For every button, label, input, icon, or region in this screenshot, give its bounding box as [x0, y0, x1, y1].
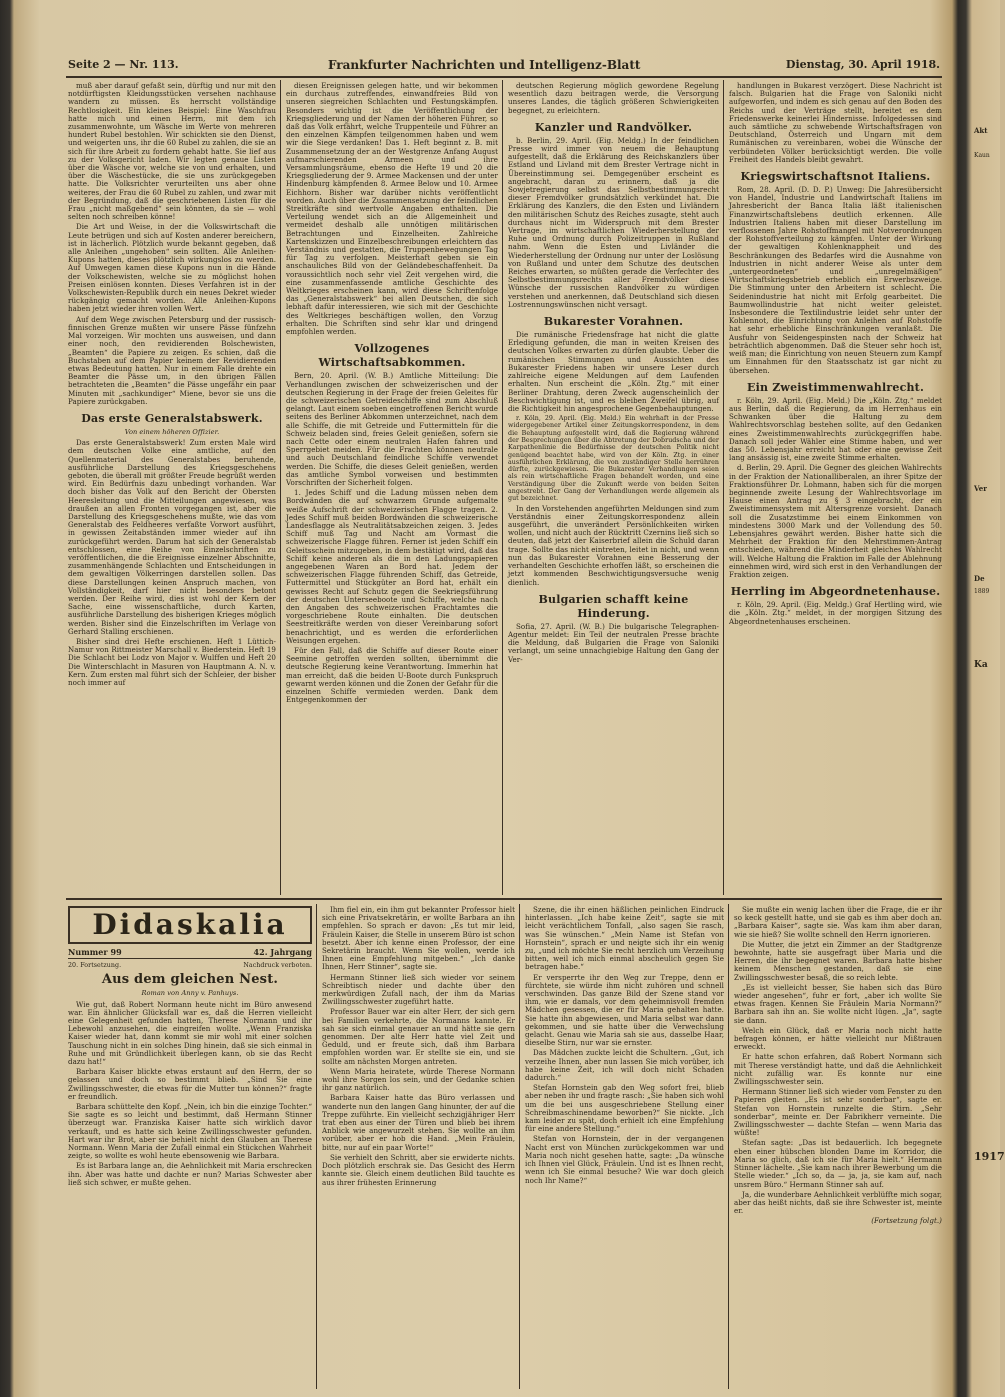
- novel-text: Stefan sagte: „Das ist bedauerlich. Ich begegnete eben einer hübschen blonden Dame im Korridor, die Maria so glich, daß ich sie für Maria hielt.“ Hermann Stinner lächelte. „Sie kam nach ihrer Bewerbung um die Stelle wieder.“ „Ich so, da — ja, ja, sie kam auf, nach unsrem Büro.“ Hermann Stinner sah auf.: [734, 1138, 942, 1189]
- novel-text: Barbara Kaiser hatte das Büro verlassen und wanderte nun den langen Gang hinunter, der auf die Treppe zuführte. Ein vielleicht sechzigjähriger Herr trat eben aus einer der Türen und blieb bei ihrem Anblick wie angewurzelt stehen. Sie wollte an ihm vorüber, aber er hob die Hand. „Mein Fräulein, bitte, nur auf ein paar Worte!“: [322, 1093, 515, 1152]
- didaskalia-column-3: [525, 906, 724, 1389]
- novel-text: Sie mußte ein wenig lachen über die Frage, die er ihr so keck gestellt hatte, und sie gab es ihm aber doch an. „Barbara Kaiser“, sagte sie. Was kam ihm aber daran, wie sie hieß? Sie wollte schnell den Herrn ignorieren.: [734, 905, 942, 939]
- reprint-notice: Nachdruck verboten.: [243, 962, 312, 970]
- novel-text: Ihm fiel ein, ein ihm gut bekannter Professor hielt sich eine Privatsekretärin, er wollte Barbara an ihn empfehlen. So sprach er davon: „Es tut mir leid, Fräulein Kaiser, die Stelle in unserem Büro ist schon besetzt. Aber ich kenne einen Professor, der eine Sekretärin braucht. Wenn Sie wollen, werde ich Ihnen eine Empfehlung mitgeben.“ „Ich danke Ihnen, Herr Stinner“, sagte sie.: [322, 905, 515, 972]
- article-text: Für den Fall, daß die Schiffe auf dieser Route einer Seemine getroffen werden sollten, übernimmt die deutsche Regierung keine Verantwortung. Immerhin hat man erreicht, daß die beiden U-Boote durch Funkspruch gewarnt werden können und die Zonen der Gefahr für die einzelnen Schiffe vermieden werden. Dank dem Entgegenkommen der: [286, 646, 498, 705]
- article-text: Bisher sind drei Hefte erschienen. Heft 1 Lüttich-Namur von Rittmeister Marschall v. Biederstein. Heft 19 Die Schlacht bei Lodz von Major v. Wulffen und Heft 20 Die Winterschlacht in Masuren von Hauptmann A. N. v. Kern. Zum ersten mal führt sich der Schleier, der bisher noch immer auf: [68, 637, 276, 688]
- novel-text: Professor Bauer war ein alter Herr, der sich gern bei Familien verkehrte, die Normanns kannte. Er sah sie sich einmal genauer an und hätte sie gern genommen. Der alte Herr hatte viel Zeit und Geduld, und er freute sich, daß ihm Barbara empfohlen worden war. Er stellte sie ein, und sie sollte am nächsten Morgen antreten.: [322, 1007, 515, 1066]
- headline-bulgarien: Bulgarien schafft keine Hinderung.: [538, 592, 689, 620]
- novel-text: Wenn Maria heiratete, würde Therese Normann wohl ihre Sorgen los sein, und der Gedanke schien ihr ganz natürlich.: [322, 1066, 515, 1093]
- article-text: Rom, 28. April. (D. D. P.) Unweg: Die Jahresübersicht von Handel, Industrie und Landwirtschaft Italiens im Jahresbericht der Banca Italia läßt italienischen Finanzwirtschaftslebens deutlich erkennen. Alle Industrien Italiens haben mit dieser Darstellung im verflossenen Jahre Rohstoffmangel mit Notverordnungen der Rohstoffverteilung zu kämpfen. Unter der Wirkung der gewaltigen Kohlenknappheit und des Beschränkungen des Bedarfes wird die Ausnahme von Industrien in nicht anderer Weise als unter dem „untergeordneten“ und „unregelmäßigen“ Wirtschaftskriegsbetrieb erheblich ein Erwerbszweige. Die Stimmung unter den Arbeitern ist schlecht. Die Seidenindustrie hat nicht mit Erfolg gearbeitet. Die Baumwollindustrie hat nicht weiter geleistet. Insbesondere die Textilindustrie leidet sehr unter der Kohlennot, die Einrichtung von Anleihen auf Rohstoffe hat sehr erhebliche Einschränkungen veranlaßt. Die Ausfuhr von Seidengespinsten nach der Schweiz hat beträchtlich abgenommen. Daß die Steuer sehr hoch ist, weiß man; die Einrichtung von neuen Steuern zum Kampf um Einnahmen für den Staatsschatz ist gar nicht zu übersehen.: [729, 185, 942, 375]
- adjacent-page-fragment: De: [974, 574, 985, 583]
- didaskalia-column-1: [68, 906, 312, 1389]
- article-text: Bern, 20. April. (W. B.) Amtliche Mitteilung: Die Verhandlungen zwischen der schweizerischen und der deutschen Regierung in der Frage der freien Geleites für die schweizerischen Getreideschiffe sind zum Abschluß gelangt. Laut einem soeben eingetroffenen Bericht wurde seitens des Berliner Abkommen unterzeichnet, nach dem alle Schiffe, die mit Getreide und Futtermitteln für die Schweiz beladen sind, freies Geleit genießen, sofern sie nach Cette oder einem neutralen Hafen fahren und Sperrgebiet meiden. Für die Frachten können neutrale und auch Deutschland feindliche Schiffe verwendet werden. Die Schiffe, die dieses Geleit genießen, werden das amtliche Symbol vorweisen und bestimmten Vorschriften der Sicherheit folgen.: [286, 371, 498, 487]
- adjacent-page-fragment: 1889: [974, 588, 990, 595]
- headline-kanzler: Kanzler und Randvölker.: [534, 120, 693, 134]
- column-divider: [502, 80, 503, 895]
- newspaper-title: Frankfurter Nachrichten und Intelligenz-Blatt: [328, 58, 641, 72]
- header-rule: [66, 76, 942, 78]
- supplement-volume: 42. Jahrgang: [253, 947, 312, 957]
- article-text: diesen Ereignissen gelegen hatte, und wir bekommen ein durchaus zutreffendes, einwandfreies Bild von unseren siegreichen Schlachten und Festungskämpfen. Besonders wichtig ist die Veröffentlichung der Kriegsgliederung und der Namen der höheren Führer, so daß das Volk erfährt, welche Truppenteile und Führer an den einzelnen Kämpfen teilgenommen haben und wem wir die Siege verdanken! Das 1. Heft beginnt z. B. mit Zusammensetzung der an der Westgrenze Anfang August aufmarschierenden Armeen und ihre Versammlungsräume, ebenso die Hefte 19 und 20 die Kriegsgliederung der 9. Armee Mackensen und der unter Hindenburg kämpfenden 8. Armee Below und 10. Armee Eichhorn. Bisher war darüber nichts veröffentlicht worden. Auch über die Zusammensetzung der feindlichen Streitkräfte sind wertvolle Angaben enthalten. Die Verteilung wendet sich an die Allgemeinheit und vermeidet deshalb alle unnötigen militärischen Betrachtungen und Einzelheiten. Zahlreiche Kartenskizzen und Einzelbeschreibungen erleichtern das Verständnis und gestatten, die Truppenbewegungen Tag für Tag zu verfolgen. Meisterhaft geben sie ein anschauliches Bild von der Geländebeschaffenheit. Da voraussichtlich noch sehr viel Zeit vergehen wird, die eine zusammenfassende amtliche Geschichte des Weltkrieges erscheinen kann, wird diese Schriftenfolge das „Generalstabswerk“ bei allen Deutschen, die sich lebhaft dafür interessieren, wie sich mit der Geschichte des Weltkrieges beschäftigen wollen, den Vorzug erhalten. Die Schriften sind sehr klar und dringend empfohlen werden.: [286, 81, 498, 337]
- novel-text: Ja, die wunderbare Aehnlichkeit verblüffte mich sogar, aber das heißt nichts, daß sie ihre Schwester ist, meinte er.: [734, 1189, 942, 1216]
- continued-notice: (Fortsetzung folgt.): [871, 1216, 942, 1226]
- didaskalia-column-2: [322, 906, 515, 1389]
- article-text: r. Köln, 29. April. (Eig. Meld.) Die „Köln. Ztg.“ meldet aus Berlin, daß die Regierung, da im Herrenhaus ein Schwanken über die Haltung zu dem Wahlrechtsvorschlag bestehen sollte, auf den Gedanken eines Zweistimmenwahlrechts zurückgegriffen habe. Danach soll jeder Wähler eine Stimme haben, und wer das 50. Lebensjahr erreicht hat oder eine gewisse Zeit lang ansässig ist, eine zweite Stimme erhalten.: [729, 395, 942, 463]
- supplement-info: [68, 948, 312, 959]
- adjacent-page-fragment: Akt: [974, 126, 988, 135]
- novel-text: Stefan Hornstein gab den Weg sofort frei, blieb aber neben ihr und fragte rasch: „Sie haben sich wohl um die bei uns ausgeschriebene Stellung einer Schreibmaschinendame beworben?“ Sie nickte. „Ich kam leider zu spät, doch erhielt ich eine Empfehlung für eine andere Stellung.“: [525, 1083, 724, 1134]
- adjacent-page-fragment: Ver: [974, 484, 987, 493]
- column-divider: [519, 904, 520, 1389]
- article-text: r. Köln, 29. April. (Eig. Meld.) Ein wehrhaft in der Presse widergegebener Artikel einer Zeitungskorrespondenz, in dem die Behauptung aufgestellt wird, daß die Regierung während der Besprechungen über die Abtretung der Dobrudscha und der Karpathenlinie die Bedürfnisse der deutschen Politik nicht genügend beachtet habe, wird von der Köln. Ztg. in einer ausführlichen Erklärung, die von zuständiger Stelle herrühren dürfte, zurückgewiesen. Die Bukarester Verhandlungen seien als rein wirtschaftliche Fragen behandelt worden, und eine Verständigung über die Zukunft werde von beiden Seiten angestrebt. Der Gang der Verhandlungen werde allgemein als gut bezeichnet.: [508, 415, 719, 503]
- didaskalia-masthead: Didaskalia: [68, 906, 312, 944]
- adjacent-page-fragment: 1917: [974, 1150, 1005, 1163]
- adjacent-page-fragment: Ka: [974, 660, 988, 670]
- article-text: 1. Jedes Schiff und die Ladung müssen neben dem Bordwänden die auf schwarzem Grunde aufgemalte weiße Aufschrift der schweizerischen Flagge tragen. 2. Jedes Schiff muß beiden Bordwänden die schweizerische Landesflagge als Neutralitätsabzeichen zeigen. 3. Jedes Schiff muß Tag und Nacht am Vormast die schweizerische Flagge führen. Ferner ist jeden Schiff ein Geleitsschein mitzugeben, in dem bestätigt wird, daß das Schiff keine anderen als die in den Ladungspapieren angegebenen Waren an Bord hat. Jedem der schweizerischen Flagge führenden Schiff, das Getreide, Futtermittel und Stückgüter an Bord hat, erhält ein gewisses Recht auf Schutz gegen die Seekriegsführung der deutschen Unterseeboote und Schiffe, welche nach den Angaben des schweizerischen Frachtamtes die vorgeschriebene Route einhalten. Die deutschen Seestreitkräfte werden von dieser Vereinbarung sofort benachrichtigt, und es werden die erforderlichen Weisungen ergehen.: [286, 488, 498, 645]
- article-text: Sofia, 27. April. (W. B.) Die bulgarische Telegraphen-Agentur meldet: Ein Teil der neutralen Presse brachte die Meldung, daß Bulgarien die Frage von Saloniki verlangt, um seine unnachgiebige Haltung den Gang der Ver-: [508, 621, 719, 664]
- novel-text: „Es ist vielleicht besser, Sie haben sich das Büro wieder angesehen“, fuhr er fort, „aber ich wollte Sie etwas fragen. Kennen Sie Fräulein Maria Normann?“ Barbara sah ihn an. Sie wollte nicht lügen. „Ja“, sagte sie dann.: [734, 982, 942, 1025]
- article-text: muß aber darauf gefaßt sein, dürftig und nur mit den notdürftigsten Kleidungsstücken versehen nachhause wandern zu müssen. Es herrscht vollständige Rechtlosigkeit. Ein kleines Beispiel: Eine Waschfrau hatte mich und einen Herrn, mit dem ich zusammenwohnte, um Wäsche im Werte von mehreren hundert Rubel bestohlen. Wir schickten sie den Dienst, und weigerten uns, ihr die 60 Rubel zu zahlen, die sie an sich für ihre Arbeit zu fordern gehabt hatte. Sie lief aus zu der Volksgericht laden. Wir legten genaue Listen über die Wäsche vor, welche sie von und erhalten, und über die Wäschestücke, die sie uns zurückgegeben hatte. Die Volksrichter verurteilten uns aber ohne weiteres, der Frau die 60 Rubel zu zahlen, und zwar mit der Begründung, daß die geschriebenen Listen für die Frau „nicht maßgebend“ sein könnten, da sie — wohl selten noch schreiben könne!: [68, 81, 276, 222]
- supplement-number: Nummer 99: [68, 947, 122, 957]
- didaskalia-column-4: [734, 906, 942, 1389]
- article-text: b. Berlin, 29. April. (Eig. Meldg.) In der feindlichen Presse wird immer von neuem die Behauptung aufgestellt, daß die Erklärung des Reichskanzlers über Estland und Livland mit dem Brester Vertrage nicht in Übereinstimmung sei. Demgegenüber erscheint es angebracht, daran zu erinnern, daß ja die Sowjetregierung selbst das Selbstbestimmungsrecht dieser Fremdvölker grundsätzlich verkündet hat. Die Erklärung des Kanzlers, die den Esten und Livländern den militärischen Schutz des Reiches zusagte, steht auch durchaus nicht im Widerspruch mit dem Brester Vertrage, im wirtschaftlichen Wiederherstellung der Ruhe und Ordnung durch Polizeitruppen in Rußland nahm. Wenn die Esten und Livländer die Wiederherstellung der Ordnung nur unter der Loslösung von Rußland und unter dem Schutze des deutschen Reiches erwarten, so müßten gerade die Verfechter des Selbstbestimmungsrechts aller Fremdvölker diese Wünsche der russischen Randvölker zu würdigen verstehen und anerkennen, daß Deutschland sich diesen Lostrennungswünschen nicht versagt.: [508, 135, 719, 309]
- section-rule: [66, 898, 942, 900]
- headline-zweistimmen: Ein Zweistimmenwahlrecht.: [747, 380, 924, 394]
- column-divider: [316, 904, 317, 1389]
- page-number: Seite 2 — Nr. 113.: [68, 58, 179, 71]
- novel-text: Szene, die ihr einen häßlichen peinlichen Eindruck hinterlassen. „Ich habe keine Zeit“, sagte sie mit leicht verächtlichem Tonfall, „also sagen Sie rasch, was Sie wünschen.“ „Mein Name ist Stefan von Hornstein“, sprach er und neigte sich ihr ein wenig zu, „und ich möchte Sie recht herzlich um Verzeihung bitten, weil ich mich einmal abscheulich gegen Sie betragen habe.“: [525, 905, 724, 972]
- column-4: [729, 82, 942, 894]
- novel-text: Stefan von Hornstein, der in der vergangenen Nacht erst von München zurückgekommen war und Maria noch nicht gesehen hatte, sagte: „Da wünsche ich Ihnen viel Glück, Fräulein. Und ist es Ihnen recht, wenn ich Sie einmal besuche? Wie war doch gleich noch Ihr Name?“: [525, 1134, 724, 1185]
- novel-text: Das Mädchen zuckte leicht die Schultern. „Gut, ich verzeihe Ihnen, aber nun lassen Sie mich vorüber, ich habe keine Zeit, ich will doch nicht Schaden dadurch.“: [525, 1048, 724, 1083]
- novel-text: Wie gut, daß Robert Normann heute nicht im Büro anwesend war. Ein ähnlicher Glücksfall war es, daß die Herren vielleicht eine Gelegenheit gefunden hatten, Therese Normann und ihr Lebewohl anzusehen, die eingreifen wollte. „Wenn Franziska Kaiser wieder hat, dann kommt sie mir wohl mit einer solchen Tauschung nicht in ein solches Ding hinein, daß sie sich einmal in Ruhe und mit Gründlichkeit überlegen kann, ob sie das Recht dazu hat!“: [68, 999, 312, 1067]
- column-1: [68, 82, 276, 894]
- novel-text: Die Mutter, die jetzt ein Zimmer an der Stadtgrenze bewohnte, hatte sie ausgefragt über Maria und die Herren, die ihr begegnet waren. Barbara hatte bisher keinem Menschen gestanden, daß sie eine Zwillingsschwester besaß, die so reich lebte.: [734, 939, 942, 982]
- article-text: Die Art und Weise, in der die Volkswirtschaft die Leute betrügen und sich auf Kosten anderer bereichern, ist in lächerlich. Plötzlich wurde bekannt gegeben, daß alle Anleihen „ungehoben“ sein sollten. Alle Anleihen-Kupons hatten, dieses plötzlich wirkungslos zu werden. Auf Umwegen kamen diese Kupons nun in die Hände der Volkschewisten, welche sie zu möglichst hohen Preisen einlösen konnten. Dieses Verfahren ist in der Volkschewisten-Republik durch ein neues Dekret wieder rückgängig gemacht worden. Alle Anleihen-Kupons haben jetzt wieder ihren vollen Wert.: [68, 222, 276, 314]
- article-text: In den Vorstehenden angeführten Meldungen sind zum Verständnis einer Zeitungskorrespondenz allein ausgeführt, die unverändert Persönlichkeiten wirken wollen, und nicht auch der Rücktritt Czernins ließ sich so deuten, daß jetzt der Kaiserbrief allein die Schuld daran trage. Sollte das nicht eintreten, leitet in nicht, und wenn nun das Bukarester Vorahnen eine Besserung der verhandelten Geschichte erhoffen läßt, so erscheinen die jetzt kommenden Beschwichtigungsversuche wenig dienlich.: [508, 503, 719, 587]
- headline-italien: Kriegswirtschaftsnot Italiens.: [740, 170, 931, 184]
- headline-herrenhaus: Herrling im Abgeordnetenhause.: [730, 585, 941, 599]
- column-divider: [723, 80, 724, 895]
- novel-author: Roman von Anny v. Panhuys.: [141, 989, 239, 998]
- adjacent-page-edge: [972, 0, 1005, 1397]
- novel-text: Barbara schüttelte den Kopf. „Nein, ich bin die einzige Tochter.“ Sie sagte es so leicht und bestimmt, daß Hermann Stinner überzeugt war. Franziska Kaiser hatte sich wirklich davor verkauft, und es hatte sich keine Zwillingsschwester gefunden. Hart war ihr Brot, aber sie behielt nicht den Glauben an Therese Normann. Wenn Maria der Zufall einmal ein Stückchen Wahrheit zeigte, so wollte es wohl heute ebensowenig wie Barbara.: [68, 1102, 312, 1161]
- column-2: [286, 82, 498, 894]
- headline-wirtschaftsabkommen: Vollzogenes Wirtschaftsabkommen.: [318, 342, 466, 370]
- adjacent-page-fragment: Kaun: [974, 152, 990, 159]
- novel-text: Barbara Kaiser blickte etwas erstaunt auf den Herrn, der so gelassen und doch so bestimmt blieb. „Sind Sie eine Zwillingsschwester, die etwas für die Mutter tun können?“ fragte er freundlich.: [68, 1067, 312, 1101]
- article-text: Das erste Generalstabswerk! Zum ersten Male wird dem deutschen Volke eine amtliche, auf den Quellenmaterial des Generalstabes beruhende, ausführliche Darstellung des Kriegsgeschehens geboten, die überall mit größter Freude begrüßt werden wird. Ein Bedürfnis dazu unbedingt vorhanden. War doch bisher das Volk auf den Bericht der Obersten Heeresleitung und die Mitteilungen angewiesen, was draußen an allen Fronten vorgegangen ist, aber die Darstellung des Kriegsgeschehens mußte, wie das vom Generalstab des Feldheeres verfaßte Vorwort ausführt, in gewissen Zeitabständen immer wieder auf ihn zurückgeführt werden. Darum hat sich der Generalstab entschlossen, eine Reihe von Einzelschriften zu veröffentlichen, die die Ereignisse einzelner Abschnitte, zusammenhängende Schlachten und Entscheidungen in dem gewaltigen Völkerringen darstellen sollen. Das diese Darstellungen keinen Anspruch machen, von Vollständigkeit, darf hier nicht besonders betont werden. Der Reihe wird, dies ist wohl der Kern der Sache, eine wissenschaftliche, durch Karten, ausführliche Darstellung des bisherigen Krieges möglich werden. Bisher sind die Einzelschriften im Verlage von Gerhard Stalling erschienen.: [68, 438, 276, 636]
- novel-text: Hermann Stinner ließ sich wieder vor seinem Schreibtisch nieder und dachte über den merkwürdigen Zufall nach, der ihm da Marias Zwillingsschwester zugeführt hatte.: [322, 972, 515, 1007]
- novel-title: Aus dem gleichen Nest.: [101, 972, 279, 988]
- novel-text: Es ist Barbara lange an, die Aehnlichkeit mit Maria erschrecken ihn. Aber was hatte und dachte er nun? Marias Schwester aber ließ sich schwer, er mußte gehen.: [68, 1161, 312, 1187]
- article-text: Auf dem Wege zwischen Petersburg und der russisch-finnischen Grenze mußten wir unsere Pässe fünfzehn Mal vorzeigen. Wir mochten uns ausweisen, und dann einer noch, den revidierenden Bolschewisten, „Beamten“ die Papiere zu zeigen. Es schien, daß die Buchstaben auf dem Papier keinem der Revidierenden etwas Bedeutung hatten. Nur in einem Falle drehte ein Beamter die Pässe um, in den übrigen Fällen betrachteten die „Beamten“ die Pässe ungefähr ein paar Minuten mit „sachkundiger“ Miene, bevor sie uns die Papiere zurückgaben.: [68, 314, 276, 406]
- article-text: r. Köln, 29. April. (Eig. Meldg.) Graf Hertling wird, wie die „Köln. Ztg.“ meldet, in der morgigen Sitzung des Abgeordnetenhauses erscheinen.: [729, 600, 942, 626]
- column-divider: [280, 80, 281, 895]
- column-divider: [728, 904, 729, 1389]
- novel-text: Er versperrte ihr den Weg zur Treppe, denn er fürchtete, sie würde ihm nicht zuhören und schnell verschwinden. Das ganze Bild der Szene stand vor ihm, wie er damals, vor dem geheimnisvoll fremden Mädchen gesessen, die er für Maria gehalten hatte. Sie hatte ihn abgewiesen, und Maria selbst war dann gekommen, und sie hatte über die Verwechslung gelacht. Genau wie Maria sah sie aus, dasselbe Haar, dieselbe Stirn, nur war sie ernster.: [525, 972, 724, 1048]
- article-text: deutschen Regierung möglich gewordene Regelung wesentlich dazu beitragen werde, die Versorgung unseres Landes, die täglich größeren Schwierigkeiten begegnet, zu erleichtern.: [508, 81, 719, 115]
- serial-info: [68, 962, 312, 970]
- article-text: d. Berlin, 29. April. Die Gegner des gleichen Wahlrechts in der Fraktion der Nationalliberalen, an ihrer Spitze der Fraktionsführer Dr. Lohmann, haben sich für die morgen beginnende zweite Lesung der Wahlrechtsvorlage im Hause einen Antrag zu § 3 eingebracht, der ein Zweistimmensystem mit Altersgrenze vorsieht. Danach soll die Zusatzstimme bei einem Einkommen von mindestens 3000 Mark und der Vollendung des 50. Lebensjahres gewährt werden. Bisher hatte sich die Mehrheit der Fraktion für den Mehrstimmen-Antrag entschieden, während die Minderheit gleiches Wahlrecht will. Welche Haltung die Fraktion im Falle der Ablehnung einnehmen wird, wird sich erst in den Verhandlungen der Fraktion zeigen.: [729, 463, 942, 579]
- column-3: [508, 82, 719, 894]
- novel-text: Er hatte schon erfahren, daß Robert Normann sich mit Therese verständigt hatte, und daß die Aehnlichkeit nicht zufällig war. Es konnte nur eine Zwillingsschwester sein.: [734, 1052, 942, 1087]
- novel-text: Welch ein Glück, daß er Maria noch nicht hatte befragen können, er hätte vielleicht nur Mißtrauen erweckt.: [734, 1025, 942, 1052]
- newspaper-sheet: [58, 48, 950, 1393]
- novel-text: Hermann Stinner ließ sich wieder vom Fenster zu den Papieren gleiten. „Es ist sehr sonderbar“, sagte er. Stefan von Hornstein runzelte die Stirn. „Sehr sonderbar“, meinte er. Der Fabrikherr verneinte. Die Zwillingsschwester — dachte Stefan — wenn Maria das wüßte!: [734, 1087, 942, 1138]
- novel-text: Sie verhielt den Schritt, aber sie erwiderte nichts. Doch plötzlich erschrak sie. Das Gesicht des Herrn kannte sie. Gleich einem deutlichen Bild tauchte es aus ihrer frühesten Erinnerung: [322, 1152, 515, 1187]
- headline-bukarest: Bukarester Vorahnen.: [543, 315, 684, 329]
- serial-continuation: 20. Fortsetzung.: [68, 962, 122, 970]
- byline: Von einem höheren Offizier.: [124, 427, 220, 436]
- headline-generalstab: Das erste Generalstabswerk.: [81, 411, 263, 425]
- issue-date: Dienstag, 30. April 1918.: [785, 58, 940, 71]
- article-text: Die rumänische Friedensfrage hat nicht die glatte Erledigung gefunden, die man in weiten Kreisen des deutschen Volkes erwarten zu dürfen glaubte. Ueber die rumänischen Stimmungen und Aussichten des Bukarester Friedens haben wir unsere Leser durch zahlreiche eigene Meldungen auf dem Laufenden erhalten. Nun erscheint die „Köln. Ztg.“ mit einer Berliner Drahtung, deren Zweck augenscheinlich der Beschwichtigung ist, und es bleiben Zweifel übrig, auf die Richtigkeit hin angesprochene Gegenbehauptungen.: [508, 330, 719, 413]
- article-text: handlungen in Bukarest verzögert. Diese Nachricht ist falsch. Bulgarien hat die Frage von Saloniki nicht aufgeworfen, und indem es sich genau auf den Boden des Reichs und der Verträge stellt, bereitet es dem Friedenswerke keinerlei Hindernisse. Infolgedessen sind auch sämtliche zu schwebende Wirtschaftsfragen von Deutschland, Österreich und Ungarn mit dem Rumänischen zu vereinbaren, wobei die Wünsche der verbündeten Völker berücksichtigt werden. Die volle Freiheit des Handels bleibt gewahrt.: [729, 81, 942, 164]
